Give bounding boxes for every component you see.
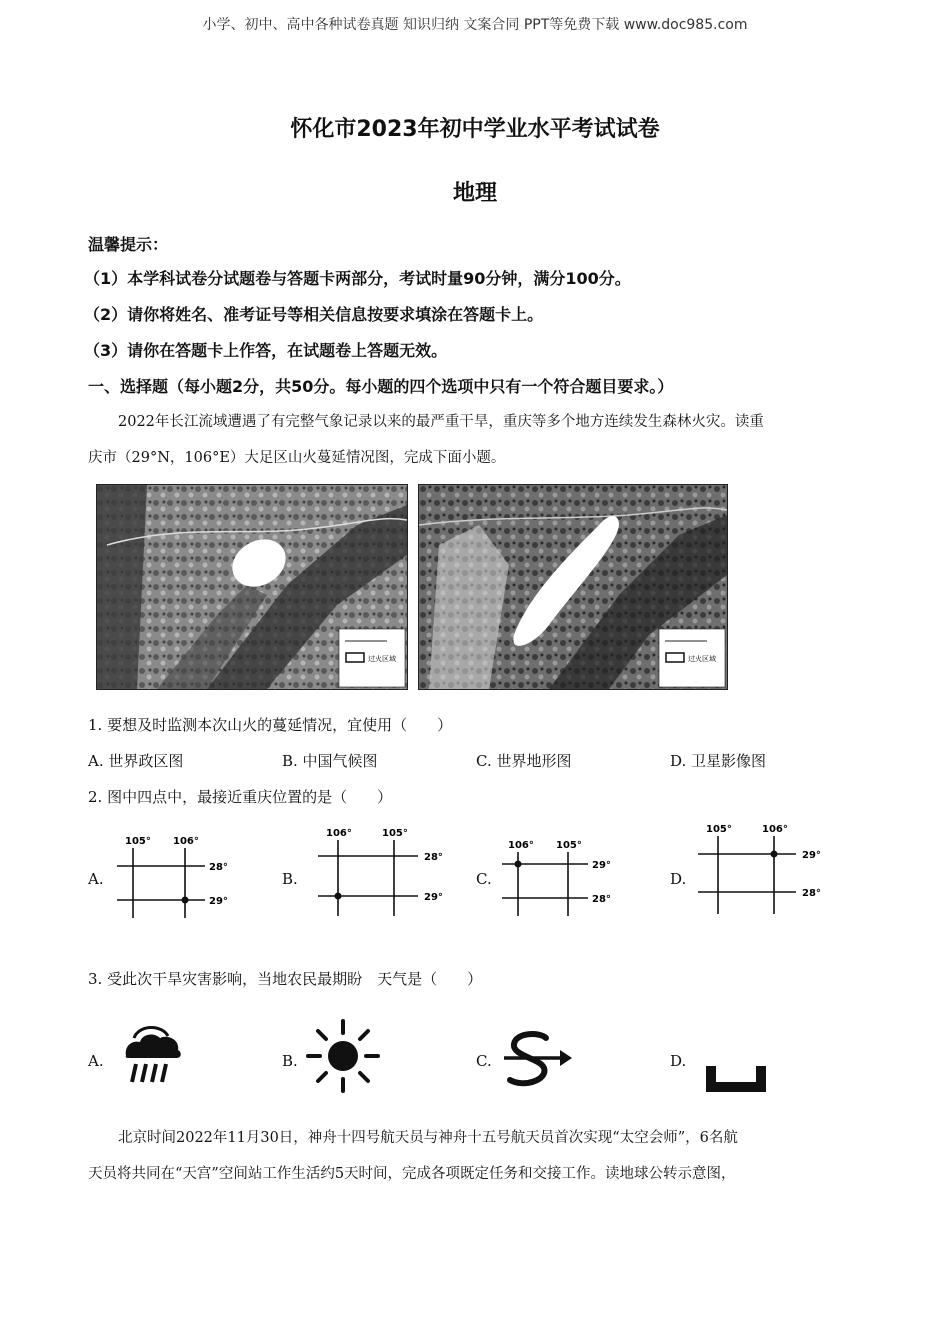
q2-option-b-label[interactable]: B. [282, 870, 298, 888]
q2-option-b-grid[interactable] [312, 822, 462, 918]
grid-label: 106° [326, 828, 352, 839]
grid-label: 28° [802, 888, 821, 899]
q2-option-d-label[interactable]: D. [670, 870, 687, 888]
fire-map-right [418, 484, 728, 690]
grid-label: 29° [592, 860, 611, 871]
q3-option-b-label[interactable]: B. [282, 1052, 298, 1070]
question-1-stem: 1. 要想及时监测本次山火的蔓延情况，宜使用（ ） [88, 716, 453, 734]
grid-label: 29° [802, 850, 821, 861]
grid-label: 105° [382, 828, 408, 839]
q2-option-a-label[interactable]: A. [88, 870, 104, 888]
q3-option-d-label[interactable]: D. [670, 1052, 687, 1070]
heavy-rain-icon[interactable] [120, 1022, 186, 1088]
q3-option-a-label[interactable]: A. [88, 1052, 104, 1070]
q1-option-c[interactable]: C. 世界地形图 [476, 752, 572, 770]
question-3-stem: 3. 受此次干旱灾害影响，当地农民最期盼 天气是（ ） [88, 970, 483, 988]
tip-item: （2）请你将姓名、准考证号等相关信息按要求填涂在答题卡上。 [84, 305, 544, 324]
q2-option-c-label[interactable]: C. [476, 870, 492, 888]
q3-option-c-label[interactable]: C. [476, 1052, 492, 1070]
passage-line: 天员将共同在“天宫”空间站工作生活约5天时间，完成各项既定任务和交接工作。读地球公转示意图， [88, 1166, 736, 1182]
passage-line: 2022年长江流域遭遇了有完整气象记录以来的最严重干旱，重庆等多个地方连续发生森林火灾。读重 [118, 414, 764, 430]
legend-label: 过火区域 [688, 655, 716, 663]
grid-label: 106° [762, 824, 788, 835]
tip-item: （1）本学科试卷分试题卷与答题卡两部分，考试时量90分钟，满分100分。 [84, 269, 631, 288]
passage-line: 北京时间2022年11月30日，神舟十四号航天员与神舟十五号航天员首次实现“太空会师”，6名航 [118, 1130, 738, 1146]
grid-label: 28° [209, 862, 228, 873]
passage-line: 庆市（29°N，106°E）大足区山火蔓延情况图，完成下面小题。 [88, 450, 506, 466]
tips-heading: 温馨提示： [88, 235, 169, 254]
section-heading: 一、选择题（每小题2分，共50分。每小题的四个选项中只有一个符合题目要求。） [88, 377, 674, 396]
q2-option-d-grid[interactable] [696, 820, 836, 916]
grid-label: 106° [508, 840, 534, 851]
grid-label: 105° [125, 836, 151, 847]
sunny-icon[interactable] [304, 1018, 382, 1094]
tip-item: （3）请你在答题卡上作答，在试题卷上答题无效。 [84, 341, 448, 360]
q1-option-d[interactable]: D. 卫星影像图 [670, 752, 767, 770]
grid-label: 106° [173, 836, 199, 847]
grid-label: 28° [424, 852, 443, 863]
page-header: 小学、初中、高中各种试卷真题 知识归纳 文案合同 PPT等免费下载 www.doc985.com [202, 17, 748, 33]
q2-option-c-grid[interactable] [500, 836, 630, 920]
exam-subject: 地理 [452, 181, 497, 206]
sandstorm-icon[interactable] [500, 1028, 574, 1094]
cold-wave-icon[interactable] [702, 1062, 770, 1094]
q1-option-b[interactable]: B. 中国气候图 [282, 752, 378, 770]
q1-option-a[interactable]: A. 世界政区图 [88, 752, 184, 770]
legend-label: 过火区域 [368, 655, 396, 663]
grid-label: 29° [209, 896, 228, 907]
q2-option-a-grid[interactable] [115, 830, 245, 920]
question-2-stem: 2. 图中四点中，最接近重庆位置的是（ ） [88, 788, 393, 806]
grid-label: 105° [556, 840, 582, 851]
exam-title: 怀化市2023年初中学业水平考试试卷 [290, 117, 660, 142]
fire-map-left [96, 484, 408, 690]
grid-label: 29° [424, 892, 443, 903]
grid-label: 28° [592, 894, 611, 905]
grid-label: 105° [706, 824, 732, 835]
